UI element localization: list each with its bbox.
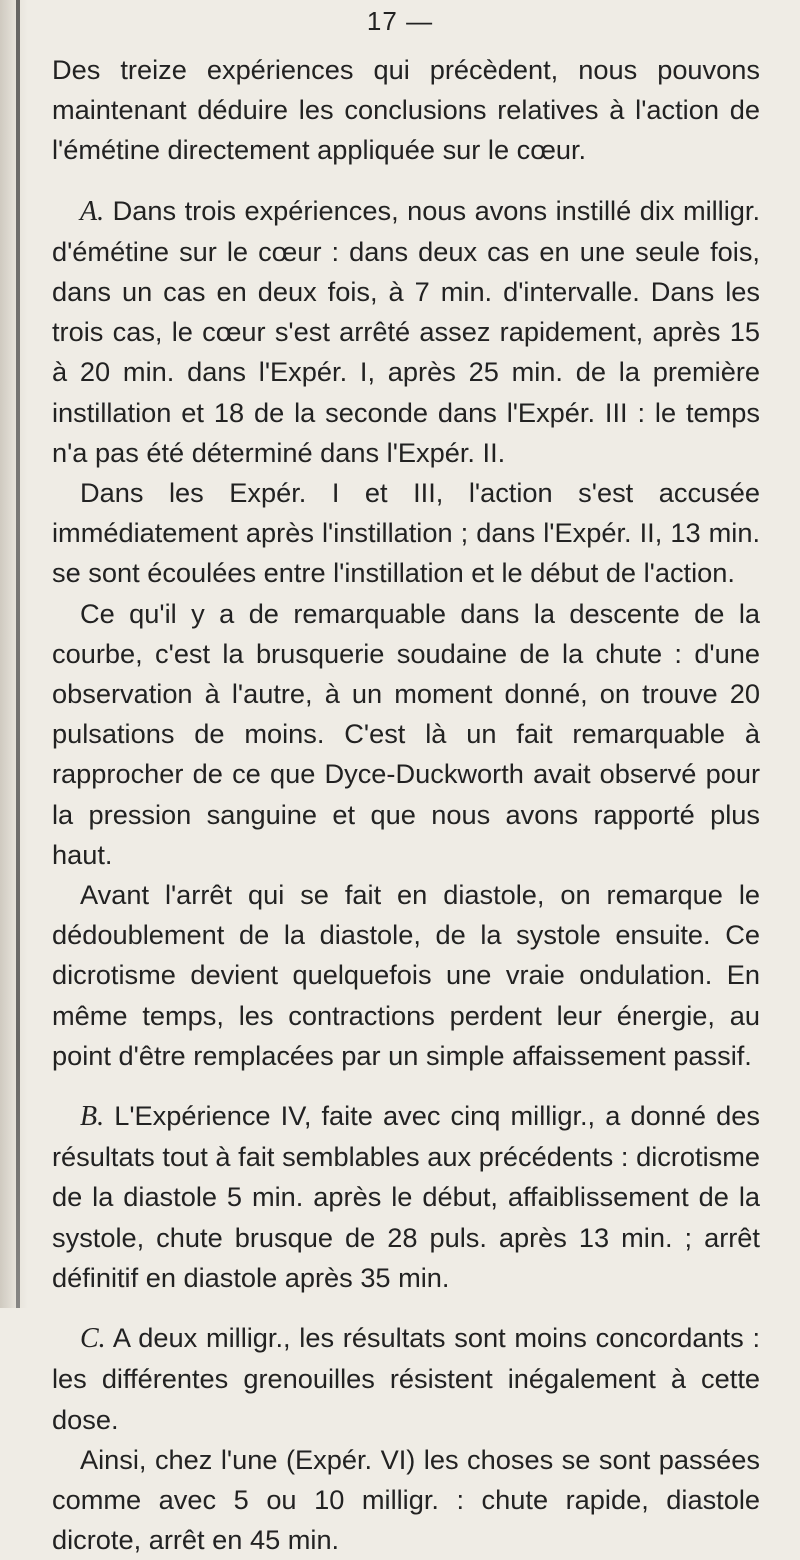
paragraph-intro	[52, 50, 760, 171]
paragraph-text: Ainsi, chez l'une (Expér. VI) les choses se sont passées comme avec 5 ou 10 milligr. : chute rapide, diastole dicrote, arrêt en 45 min.	[52, 1443, 760, 1556]
paragraph-text: Ce qu'il y a de remarquable dans la descente de la courbe, c'est la brusquerie soudaine de la chute : d'une observation à l'autre, à un moment donné, on trouve 20 pulsations de moins. C'est là un fait remarquable à rapprocher de ce que Dyce-Duckworth avait observé pour la pression sanguine et que nous avons rapporté plus haut.	[52, 597, 760, 870]
paragraph-expe-vi	[52, 1440, 760, 1560]
paragraph-dicrotism	[52, 875, 760, 1076]
paragraph-text: Avant l'arrêt qui se fait en diastole, on remarque le dédoublement de la diastole, de la systole ensuite. Ce dicrotisme devient quelquefois une vraie ondulation. En même temps, les contractions perdent leur énergie, au point d'être remplacées par un simple affaissement passif.	[52, 879, 760, 1071]
page-body	[52, 50, 760, 1560]
paragraph-text: Des treize expériences qui précèdent, nous pouvons maintenant déduire les conclusions relatives à l'action de l'émétine directement appliquée sur le cœur.	[52, 54, 760, 166]
paragraph-text: Dans les Expér. I et III, l'action s'est accusée immédiatement après l'instillation ; dans l'Expér. II, 13 min. se sont écoulées entre l'instillation et le début de l'action.	[52, 477, 760, 589]
section-marker: A.	[80, 195, 105, 227]
page-number: 17 —	[366, 6, 434, 36]
section-marker: C.	[80, 1323, 106, 1355]
page-binding-shadow	[0, 0, 28, 1308]
section-marker: B.	[80, 1101, 105, 1133]
paragraph-section-c	[52, 1318, 760, 1440]
paragraph-action-timing	[52, 473, 760, 594]
paragraph-text: Dans trois expériences, nous avons instillé dix milligr. d'émétine sur le cœur : dans deux cas en une seule fois, dans un cas en deux fois, à 7 min. d'intervalle. Dans les trois cas, le cœur s'est arrêté assez rapidement, après 15 à 20 min. dans l'Expér. I, après 25 min. de la première instillation et 18 de la seconde dans l'Expér. III : le temps n'a pas été déterminé dans l'Expér. II.	[52, 194, 760, 468]
paragraph-text: A deux milligr., les résultats sont moins concordants : les différentes grenouilles résistent inégalement à cette dose.	[52, 1322, 760, 1435]
paragraph-curve-descent	[52, 594, 760, 875]
paragraph-section-b	[52, 1096, 760, 1298]
paragraph-text: L'Expérience IV, faite avec cinq milligr., a donné des résultats tout à fait semblables aux précédents : dicrotisme de la diastole 5 min. après le début, affaiblissement de la systole, chute brusque de 28 puls. après 13 min. ; arrêt définitif en diastole après 35 min.	[52, 1100, 760, 1293]
paragraph-section-a	[52, 191, 760, 473]
page-binding-edge	[16, 0, 20, 1308]
